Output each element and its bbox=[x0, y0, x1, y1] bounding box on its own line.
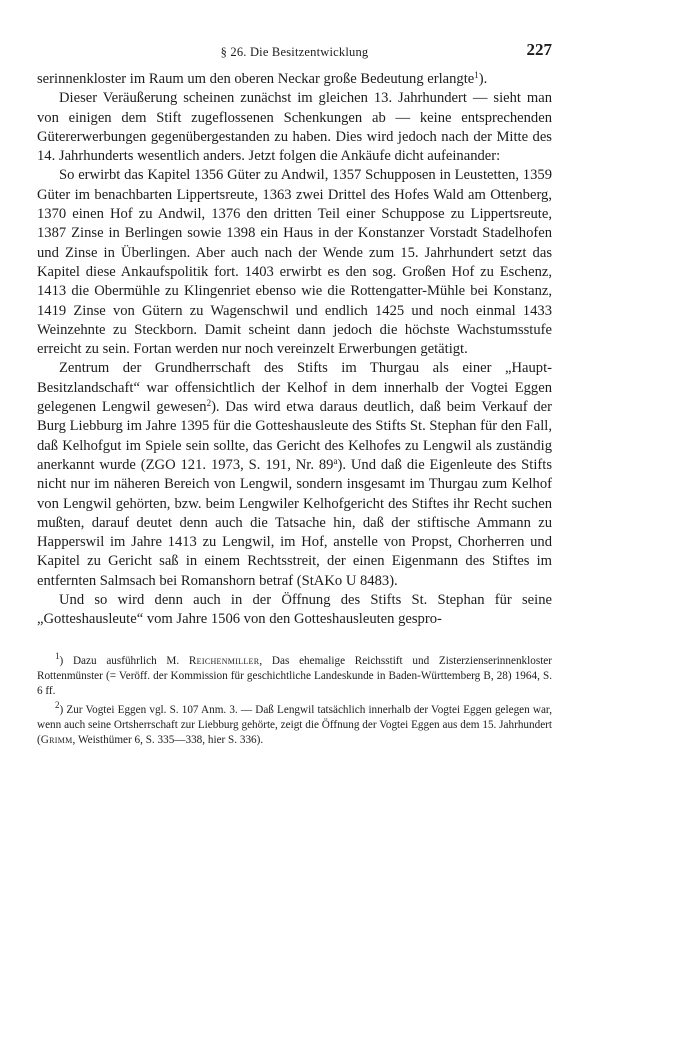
footnote-ref-1: 1 bbox=[474, 70, 479, 80]
paragraph-text: So erwirbt das Kapitel 1356 Güter zu Andwil, 1357 Schupposen in Leustetten, 1359 Güter im benachbarten Lippertsreute, 1363 zwei Drittel des Hofes Wald am Ottenberg, 1370 einen Hof zu Andwil, 1376 den dritten Teil einer Schuppose zu Lippertsreute, 1387 Zinse in Berlingen sowie 1398 ein Haus in der Konstanzer Vorstadt Stadelhofen und Zinse in Überlingen. Aber auch nach der Wende zum 15. Jahrhundert setzt das Kapitel diese Ankaufspolitik fort. 1403 erwirbt es den sog. Großen Hof zu Eschenz, 1413 die Obermühle zu Klingenriet ebenso wie die Rottengatter-Mühle bei Konstanz, 1419 Zinse von Gütern zu Wagenschwil und endlich 1425 und noch einmal 1433 Weinzehnte zu Steckborn. Damit scheint dann jedoch die höchste Wachstumsstufe erreicht zu sein. Fortan werden nur noch vereinzelt Erwerbungen getätigt. bbox=[37, 167, 552, 358]
paragraph-continuation bbox=[37, 70, 552, 89]
footnote-marker: 1 bbox=[55, 650, 60, 661]
footnotes bbox=[37, 650, 552, 748]
paragraph-text: serinnenkloster im Raum um den oberen Neckar große Bedeutung erlangte bbox=[37, 71, 475, 87]
author-name: Reichenmiller bbox=[188, 654, 260, 667]
paragraph-text: ). Und daß die Eigenleute des Stifts nicht nur im näheren Bereich von Lengwil, sondern insgesamt im Thurgau zum Kelhof von Lengwil gehörten, bzw. beim Lengwiler Kelhofgericht des Stiftes ihr Recht suchen mußten, darauf deutet denn auch die Tatsache hin, daß der stiftische Ammann zu Happerswil im Jahre 1413 zu Lengwil, im Hof, anstelle von Propst, Chorherren und Kapitel zu Gericht saß in einem Rechtsstreit, der einen Eigenmann des Stiftes im entfernten Salmsach bei Romanshorn betraf (StAKo U 8483). bbox=[37, 456, 553, 589]
footnote-text: ) Zur Vogtei Eggen vgl. S. 107 Anm. 3. — Daß Lengwil tatsächlich innerhalb der Vogtei Eggen gelegen war, wenn auch seine Ortsherrschaft zur Liebburg gehörte, zeigt die Öffnung der Vogtei Eggen aus dem 15. Jahrhundert ( bbox=[37, 703, 552, 746]
running-title: § 26. Die Besitzentwicklung bbox=[220, 45, 369, 59]
book-page bbox=[37, 40, 552, 752]
footnote-text: , Weisthümer 6, S. 335—338, hier S. 336). bbox=[72, 733, 264, 746]
paragraph bbox=[37, 166, 552, 359]
footnote-2 bbox=[37, 699, 552, 748]
paragraph bbox=[37, 359, 552, 591]
paragraph bbox=[37, 591, 552, 630]
paragraph-text: Dieser Veräußerung scheinen zunächst im gleichen 13. Jahrhundert — sieht man von einigen dem Stift zugeflossenen Schenkungen ab — keine entsprechenden Gütererwerbungen gegenübergestanden zu haben. Dies wird jedoch nach der Mitte des 14. Jahrhunderts wesentlich anders. Jetzt folgen die Ankäufe dicht aufeinander: bbox=[37, 90, 552, 165]
footnote-1 bbox=[37, 650, 552, 699]
paragraph bbox=[37, 89, 552, 166]
running-head bbox=[37, 40, 552, 64]
paragraph-text: Zentrum der Grundherrschaft des Stifts im Thurgau als einer „Haupt-Besitzlandschaft“ war offensichtlich der Kelhof in dem innerhalb der Vogtei Eggen gelegenen Lengwil gewesen bbox=[37, 360, 552, 416]
paragraph-text: ). bbox=[478, 71, 488, 87]
author-name: Grimm bbox=[40, 733, 73, 746]
footnote-ref-2: 2 bbox=[206, 398, 212, 409]
body-text bbox=[37, 70, 552, 630]
footnote-marker: 2 bbox=[55, 699, 60, 710]
page-number: 227 bbox=[526, 40, 552, 59]
footnote-text: ) Dazu ausführlich M. bbox=[59, 654, 189, 667]
paragraph-text: ). Das wird etwa daraus deutlich, daß beim Verkauf der Burg Liebburg im Jahre 1395 für die Gotteshausleute des Stifts St. Stephan für den Fall, daß Kelhofgut im Spiele sein sollte, das Gericht des Kelhofes zu Lengwil als zuständig anerkannt wurde (ZGO 121. 1973, S. 191, Nr. 89 bbox=[37, 399, 552, 473]
footnote-text: , Das ehemalige Reichsstift und Zisterzienserinnenkloster Rottenmünster (= Veröff. der Kommission für geschichtliche Landeskunde in Baden-Württemberg B, 28) 1964, S. 6 ff. bbox=[37, 654, 552, 697]
citation-superscript: a bbox=[333, 455, 338, 466]
paragraph-text: Und so wird denn auch in der Öffnung des Stifts St. Stephan für seine „Gotteshausleute“ vom Jahre 1506 von den Gotteshausleuten gespro- bbox=[37, 592, 552, 628]
